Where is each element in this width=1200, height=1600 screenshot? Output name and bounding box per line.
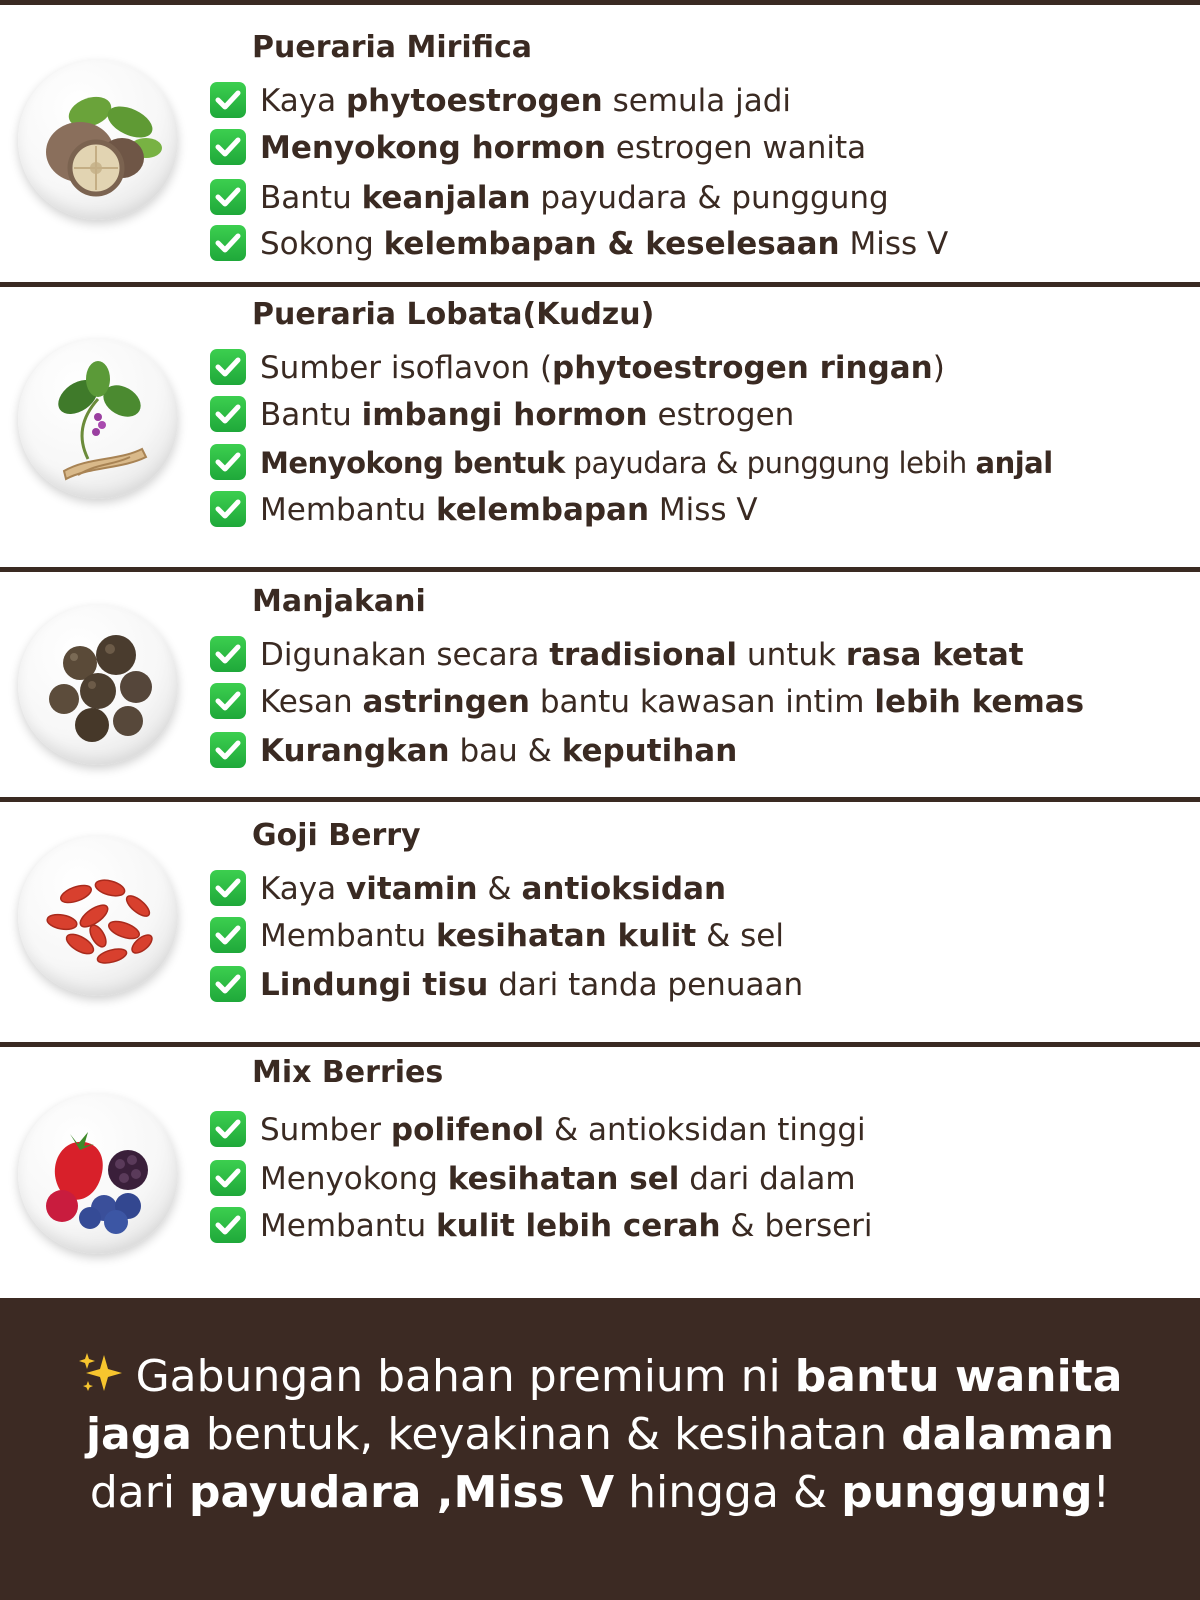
check-mark-icon xyxy=(210,636,246,672)
plain-text: payudara & punggung lebih xyxy=(564,446,976,480)
emphasis-text: payudara ,Miss V xyxy=(189,1467,615,1518)
plain-text: Bantu xyxy=(260,180,362,216)
pueraria-mirifica-root-icon xyxy=(18,60,178,220)
emphasis-text: kesihatan kulit xyxy=(436,918,697,954)
benefit-text xyxy=(260,395,794,435)
footer-line xyxy=(0,1406,1200,1464)
check-mark-icon xyxy=(210,491,246,527)
footer-text xyxy=(136,1351,1123,1402)
benefit-text xyxy=(260,443,1053,483)
benefit-text xyxy=(260,224,948,264)
check-mark-icon xyxy=(210,444,246,480)
benefit-text xyxy=(260,635,1024,675)
ingredient-section xyxy=(0,287,1200,567)
check-mark-icon xyxy=(210,179,246,215)
footer-banner xyxy=(0,1298,1200,1600)
emphasis-text: kulit lebih cerah xyxy=(436,1208,721,1244)
check-mark-icon xyxy=(210,1160,246,1196)
ingredient-section xyxy=(0,572,1200,797)
check-mark-icon xyxy=(210,870,246,906)
goji-berry-icon xyxy=(18,836,178,996)
emphasis-text: astringen xyxy=(362,684,530,720)
plain-text: Miss V xyxy=(649,492,758,528)
benefit-text xyxy=(260,731,737,771)
check-mark-icon xyxy=(210,966,246,1002)
emphasis-text: jaga xyxy=(85,1409,192,1460)
plain-text: Membantu xyxy=(260,1208,436,1244)
ingredient-title: Pueraria Mirifica xyxy=(252,30,532,65)
emphasis-text: imbangi hormon xyxy=(361,397,648,433)
check-mark-icon xyxy=(210,82,246,118)
emphasis-text: kesihatan sel xyxy=(447,1161,680,1197)
plain-text: & berseri xyxy=(720,1208,873,1244)
benefit-text xyxy=(260,348,945,388)
plain-text: Gabungan bahan premium ni xyxy=(135,1351,795,1402)
emphasis-text: kelembapan xyxy=(436,492,650,528)
check-mark-icon xyxy=(210,396,246,432)
benefit-text xyxy=(260,965,803,1005)
ingredient-section xyxy=(0,0,1200,282)
plain-text: bantu kawasan intim xyxy=(529,684,875,720)
emphasis-text: punggung xyxy=(841,1467,1093,1518)
check-mark-icon xyxy=(210,683,246,719)
plain-text: Membantu xyxy=(260,918,436,954)
emphasis-text: Menyokong bentuk xyxy=(260,446,565,480)
ingredient-title: Mix Berries xyxy=(252,1055,444,1090)
check-mark-icon xyxy=(210,1111,246,1147)
emphasis-text: keanjalan xyxy=(361,180,531,216)
benefit-text xyxy=(260,1206,873,1246)
plain-text: Membantu xyxy=(260,492,436,528)
emphasis-text: Lindungi tisu xyxy=(260,967,489,1003)
check-mark-icon xyxy=(210,349,246,385)
emphasis-text: keputihan xyxy=(561,733,738,769)
benefit-text xyxy=(260,1110,866,1150)
emphasis-text: bantu wanita xyxy=(794,1351,1123,1402)
mixed-berries-icon xyxy=(18,1094,178,1254)
benefit-text xyxy=(260,490,758,530)
footer-text xyxy=(86,1409,1114,1460)
emphasis-text: antioksidan xyxy=(521,871,727,907)
emphasis-text: polifenol xyxy=(390,1112,545,1148)
plain-text: semula jadi xyxy=(602,83,792,119)
plain-text: Sumber xyxy=(260,1112,391,1148)
footer-line xyxy=(0,1348,1200,1406)
ingredient-section xyxy=(0,1047,1200,1298)
plain-text: estrogen wanita xyxy=(605,130,867,166)
benefit-text xyxy=(260,916,784,956)
emphasis-text: dalaman xyxy=(901,1409,1115,1460)
ingredient-section xyxy=(0,802,1200,1042)
plain-text: dari xyxy=(89,1467,190,1518)
benefit-text xyxy=(260,178,889,218)
check-mark-icon xyxy=(210,225,246,261)
plain-text: Menyokong xyxy=(260,1161,448,1197)
plain-text: ) xyxy=(932,350,945,386)
benefit-text xyxy=(260,682,1084,722)
plain-text: Bantu xyxy=(260,397,362,433)
footer-line xyxy=(0,1464,1200,1522)
emphasis-text: phytoestrogen xyxy=(345,83,603,119)
plain-text: Kesan xyxy=(260,684,363,720)
plain-text: Sumber isoflavon ( xyxy=(260,350,553,386)
check-mark-icon xyxy=(210,917,246,953)
plain-text: & xyxy=(477,871,522,907)
sparkles-icon xyxy=(78,1351,124,1395)
plain-text: Kaya xyxy=(260,871,346,907)
check-mark-icon xyxy=(210,1207,246,1243)
emphasis-text: tradisional xyxy=(549,637,738,673)
plain-text: untuk xyxy=(737,637,846,673)
benefit-text xyxy=(260,128,866,168)
benefit-text xyxy=(260,869,726,909)
check-mark-icon xyxy=(210,732,246,768)
plain-text: dari tanda penuaan xyxy=(488,967,804,1003)
emphasis-text: vitamin xyxy=(345,871,478,907)
plain-text: bentuk, keyakinan & kesihatan xyxy=(191,1409,902,1460)
benefit-text xyxy=(260,81,791,121)
plain-text: hingga & xyxy=(614,1467,842,1518)
emphasis-text: anjal xyxy=(975,446,1053,480)
emphasis-text: phytoestrogen ringan xyxy=(552,350,933,386)
benefit-text xyxy=(260,1159,856,1199)
plain-text: Digunakan secara xyxy=(260,637,550,673)
plain-text: dari dalam xyxy=(679,1161,856,1197)
manjakani-galls-icon xyxy=(18,605,178,765)
plain-text: Miss V xyxy=(839,226,949,262)
plain-text: Kaya xyxy=(260,83,346,119)
emphasis-text: lebih kemas xyxy=(874,684,1085,720)
kudzu-plant-icon xyxy=(18,339,178,499)
emphasis-text: kelembapan & keselesaan xyxy=(383,226,840,262)
check-mark-icon xyxy=(210,129,246,165)
plain-text: payudara & punggung xyxy=(530,180,889,216)
plain-text: & sel xyxy=(696,918,784,954)
emphasis-text: Kurangkan xyxy=(260,733,450,769)
plain-text: bau & xyxy=(449,733,562,769)
emphasis-text: rasa ketat xyxy=(845,637,1024,673)
ingredient-title: Pueraria Lobata(Kudzu) xyxy=(252,297,655,332)
ingredient-title: Manjakani xyxy=(252,584,426,619)
emphasis-text: Menyokong hormon xyxy=(260,130,606,166)
plain-text: ! xyxy=(1092,1467,1111,1518)
plain-text: Sokong xyxy=(260,226,384,262)
footer-text xyxy=(90,1467,1110,1518)
ingredient-title: Goji Berry xyxy=(252,818,421,853)
plain-text: estrogen xyxy=(647,397,795,433)
plain-text: & antioksidan tinggi xyxy=(544,1112,866,1148)
